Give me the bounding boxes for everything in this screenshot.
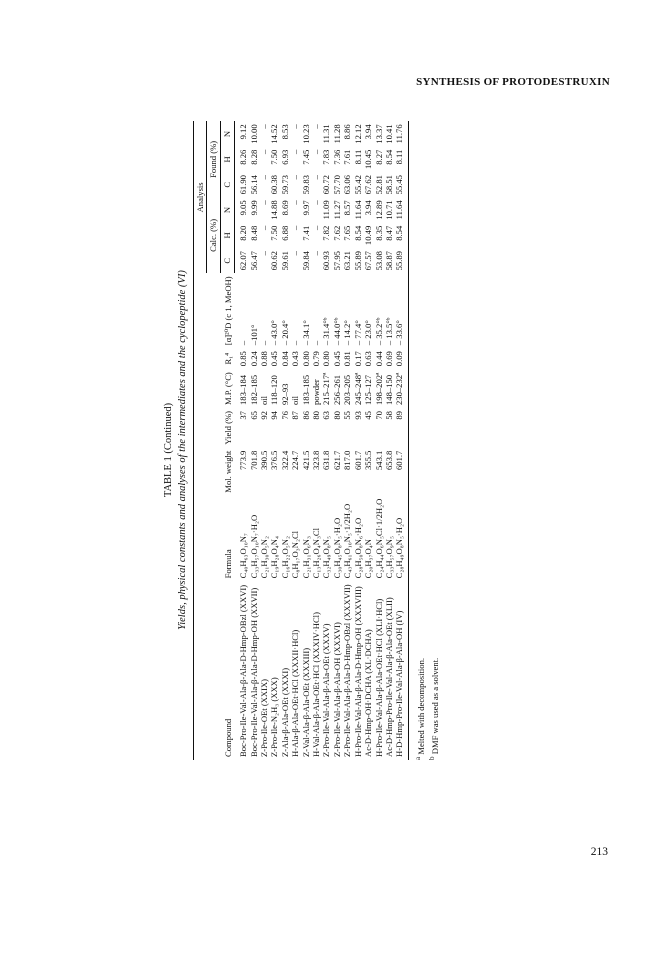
cell-alpha: – 23.0° <box>363 320 374 346</box>
cell-mp: 182–185 <box>248 374 259 406</box>
cell-compound: Z-Val-Ala-β-Ala-OEt (XXXIII) <box>300 647 311 757</box>
table-row <box>311 121 321 760</box>
cell-found-h: 7.61 <box>342 149 353 165</box>
cell-mp: 92–93 <box>279 383 290 406</box>
cell-found-h: – <box>290 149 301 154</box>
cell-formula: C₁₉H₂₈O₄N₄ <box>269 536 280 579</box>
cell-calc-c: 59.61 <box>279 251 290 271</box>
cell-calc-n: 8.69 <box>279 200 290 216</box>
cell-alpha: – <box>311 340 322 346</box>
cell-alpha: – 43.0° <box>269 320 280 346</box>
cell-compound: Ac-D-Hmp-OH·DCHA (XL·DCHA) <box>363 629 374 757</box>
cell-rf: 0.84 <box>279 351 290 367</box>
cell-calc-n: 9.99 <box>248 200 259 216</box>
cell-calc-c: 58.87 <box>383 251 394 271</box>
cell-compound: H-Val-Ala-β-Ala-OEt·HCl (XXXIV·HCl) <box>311 612 322 757</box>
cell-mol-weight: 631.8 <box>321 450 332 471</box>
col-calc: Calc. (%) <box>207 197 220 273</box>
cell-compound: H-Pro-Ile-Val-Ala-β-Ala-D-Hmp-OH (XXXVIII) <box>352 586 363 757</box>
table-row <box>353 121 363 760</box>
cell-mp: oil <box>290 395 301 406</box>
cell-formula: C₂₈H₄₉O₈N₅·H₂O <box>394 496 408 582</box>
cell-mol-weight: 390.5 <box>259 450 270 471</box>
cell-yield: 86 <box>300 411 311 420</box>
cell-found-c: 67.62 <box>363 175 374 195</box>
cell-calc-h: – <box>290 225 301 231</box>
footnote-a: $^a$ Melted with decomposition. <box>413 657 426 760</box>
cell-found-h: 8.11 <box>352 149 363 165</box>
col-rf: R₁⁴ <box>194 348 235 369</box>
cell-mp: 148–150 <box>383 374 394 406</box>
cell-found-h: 7.36 <box>331 149 342 165</box>
cell-calc-h: 8.48 <box>248 225 259 241</box>
cell-found-n: 12.12 <box>352 124 363 144</box>
cell-found-h: – <box>259 149 270 154</box>
cell-calc-h: 7.82 <box>321 225 332 241</box>
table-title: TABLE 1 (Continued) <box>163 402 174 498</box>
cell-calc-n: 9.05 <box>238 200 249 216</box>
cell-found-c: 60.72 <box>321 175 332 195</box>
table-row <box>374 121 384 760</box>
cell-rf: 0.69 <box>383 351 394 367</box>
table-row <box>332 121 342 760</box>
col-yield: Yield (%) <box>194 408 235 448</box>
cell-found-c: – <box>259 175 270 180</box>
cell-alpha: – 35.2°ᵇ <box>373 317 384 346</box>
cell-found-h: 6.93 <box>279 149 290 165</box>
cell-alpha: –101° <box>248 324 259 346</box>
cell-yield: 65 <box>248 411 259 420</box>
cell-alpha: – 31.4°ᵇ <box>321 317 332 346</box>
cell-calc-c: – <box>311 251 322 256</box>
cell-rf: 0.45 <box>331 351 342 367</box>
cell-calc-h: 10.49 <box>363 225 374 246</box>
cell-calc-h: 7.62 <box>331 225 342 241</box>
table-row <box>301 121 311 760</box>
cell-mp: 198–202ª <box>373 372 384 406</box>
cell-formula: C₄₀H₆₃O₁₀N₇ <box>237 533 248 579</box>
cell-yield: 80 <box>331 411 342 420</box>
col-mol-weight: Mol. weight <box>194 448 235 496</box>
cell-compound: Z-Pro-Ile-Val-Ala-β-Ala-OEt (XXXV) <box>321 623 332 757</box>
cell-found-n: – <box>311 124 322 129</box>
footnote-b: $^b$ DMF was used as a solvent. <box>427 657 440 760</box>
cell-mol-weight: 601.7 <box>352 450 363 471</box>
cell-calc-c: – <box>290 251 301 256</box>
cell-rf: 0.24 <box>248 351 259 367</box>
cell-alpha: – 13.5°ᵇ <box>383 317 394 346</box>
data-table <box>193 121 409 760</box>
cell-rf: 0.80 <box>321 351 332 367</box>
cell-mol-weight: 322.4 <box>279 450 290 471</box>
cell-found-n: 9.12 <box>238 124 249 140</box>
cell-compound: Boc-Pro-Ile-Val-Ala-β-Ala-D-Hmp-OBzl (XXVI) <box>237 584 248 757</box>
cell-yield: 70 <box>373 411 384 420</box>
cell-rf: 0.44 <box>373 351 384 367</box>
table-row <box>342 121 352 760</box>
cell-rf: 0.79 <box>311 351 322 367</box>
cell-rf: 0.80 <box>300 351 311 367</box>
table-row <box>249 121 259 760</box>
cell-calc-h: 7.65 <box>342 225 353 241</box>
table-row <box>290 121 300 760</box>
cell-calc-n: – <box>311 200 322 205</box>
cell-yield: 76 <box>279 411 290 420</box>
cell-formula: C₂₄H₄₄O₆N₅Cl·1/2H₂O <box>373 498 384 579</box>
running-head: SYNTHESIS OF PROTODESTRUXIN <box>416 76 610 88</box>
cell-compound: Z-Pro-Ile-Val-Ala-β-Ala-D-Hmp-OBzl (XXXVII) <box>342 584 353 757</box>
table-footnotes <box>413 140 441 760</box>
cell-calc-n: 14.88 <box>269 200 280 220</box>
table-row <box>235 121 249 760</box>
col-found-c: C <box>220 172 234 197</box>
table-subtitle: Yields, physical constants and analyses of the intermediates and the cyclopeptide (VI) <box>177 270 188 630</box>
cell-found-c: 55.42 <box>352 175 363 195</box>
cell-mol-weight: 701.8 <box>248 450 259 471</box>
cell-mol-weight: 621.7 <box>331 450 342 471</box>
cell-yield: 87 <box>290 411 301 420</box>
cell-found-h: 8.11 <box>394 147 408 172</box>
cell-found-h: 7.50 <box>269 149 280 165</box>
cell-mp: 183–185 <box>300 374 311 406</box>
cell-calc-n: – <box>259 200 270 205</box>
cell-alpha: – <box>237 340 248 346</box>
cell-compound: Z-Pro-Ile-OEt (XXIX) <box>259 678 270 757</box>
cell-rf: 0.85 <box>237 351 248 367</box>
cell-compound: H-Ala-β-Ala-OEt·HCl (XXXII·HCl) <box>290 629 301 757</box>
cell-mp: 203–205 <box>342 374 353 406</box>
cell-yield: 63 <box>321 411 332 420</box>
cell-calc-h: 8.54 <box>394 223 408 248</box>
cell-found-n: 11.31 <box>321 124 332 144</box>
cell-compound: H-Pro-Ile-Val-Ala-β-Ala-OEt·HCl (XLI·HCl) <box>373 598 384 757</box>
table-row <box>363 121 373 760</box>
cell-mol-weight: 421.5 <box>300 450 311 471</box>
cell-calc-h: 7.41 <box>300 225 311 241</box>
cell-found-n: – <box>290 124 301 129</box>
cell-yield: 94 <box>269 411 280 420</box>
cell-rf: 0.45 <box>269 351 280 367</box>
cell-alpha: – 34.1° <box>300 320 311 346</box>
cell-calc-h: 8.54 <box>352 225 363 241</box>
cell-found-h: 8.28 <box>248 149 259 165</box>
cell-yield: 92 <box>259 411 270 420</box>
cell-found-n: 14.52 <box>269 124 280 144</box>
cell-compound: Z-Ala-β-Ala-OEt (XXXI) <box>279 667 290 757</box>
cell-found-c: 56.14 <box>248 175 259 195</box>
cell-found-h: 8.26 <box>238 149 249 165</box>
cell-found-c: 57.70 <box>331 175 342 195</box>
cell-formula: C₂₁H₃₁O₆N₃ <box>300 536 311 579</box>
cell-compound: H-D-Hmp-Pro-Ile-Val-Ala-β-Ala-OH (IV) <box>394 581 408 760</box>
cell-calc-n: – <box>290 200 301 205</box>
cell-mp: 118–120 <box>269 375 280 406</box>
cell-rf: 0.81 <box>342 351 353 367</box>
cell-found-h: 7.45 <box>300 149 311 165</box>
cell-rf: 0.43 <box>290 351 301 367</box>
col-analysis: Analysis <box>194 121 207 273</box>
cell-yield: 80 <box>311 411 322 420</box>
cell-rf: 0.88 <box>259 351 270 367</box>
table-row <box>269 121 279 760</box>
cell-found-c: 63.06 <box>342 175 353 195</box>
table-row <box>280 121 290 760</box>
cell-mp: 125–127 <box>363 374 374 406</box>
cell-calc-n: 10.71 <box>383 200 394 220</box>
cell-found-n: 13.37 <box>373 124 384 144</box>
cell-found-c: 61.90 <box>238 175 249 195</box>
cell-alpha: – 33.6° <box>394 273 408 348</box>
cell-found-n: 10.23 <box>300 124 311 144</box>
cell-formula: C₁₆H₂₂O₅N₂ <box>279 536 290 579</box>
cell-yield: 45 <box>363 411 374 420</box>
cell-alpha: – 20.4° <box>279 320 290 346</box>
cell-mp: 215–217ª <box>321 372 332 406</box>
cell-found-c: 58.51 <box>383 175 394 195</box>
cell-mol-weight: 376.5 <box>269 450 280 471</box>
cell-calc-h: 6.88 <box>279 225 290 241</box>
cell-yield: 55 <box>342 411 353 420</box>
col-mp: M.P. (°C) <box>194 369 235 408</box>
col-formula: Formula <box>194 496 235 582</box>
table-row <box>384 121 394 760</box>
cell-formula: C₄₃H₆₁O₁₀N₅·1/2H₂O <box>342 503 353 579</box>
cell-found-h: 7.83 <box>321 149 332 165</box>
cell-found-n: 10.41 <box>383 124 394 144</box>
cell-mp: 183–184 <box>237 374 248 406</box>
cell-found-n: 11.28 <box>331 124 342 144</box>
cell-found-c: – <box>311 175 322 180</box>
cell-found-n: 8.53 <box>279 124 290 140</box>
cell-calc-n: 3.94 <box>363 200 374 216</box>
cell-alpha: – <box>290 340 301 346</box>
cell-mol-weight: 653.8 <box>383 450 394 471</box>
cell-calc-h: 8.35 <box>373 225 384 241</box>
cell-yield: 37 <box>237 411 248 420</box>
cell-calc-c: 63.21 <box>342 251 353 271</box>
col-alpha: [α]²⁰D (c 1, MeOH) <box>194 273 235 348</box>
cell-calc-c: 62.07 <box>238 251 249 271</box>
table-row <box>259 121 269 760</box>
cell-mol-weight: 543.1 <box>373 450 384 471</box>
cell-formula: C₈H₁₇O₃N₂Cl <box>290 530 301 579</box>
cell-mp: 256–261 <box>331 374 342 406</box>
cell-mp: 230–232ª <box>394 369 408 408</box>
table-row <box>394 121 408 760</box>
cell-formula: C₂₁H₃₀O₅N₂ <box>259 536 270 579</box>
cell-calc-c: 59.84 <box>300 251 311 271</box>
cell-compound: Ac-D-Hmp-Pro-Ile-Val-Ala-β-Ala-OEt (XLII) <box>383 597 394 757</box>
cell-found-c: 52.81 <box>373 175 384 195</box>
cell-rf: 0.63 <box>363 351 374 367</box>
cell-compound: Boc-Pro-Ile-Val-Ala-β-Ala-D-Hmp-OH (XXVII) <box>248 587 259 757</box>
cell-calc-c: 55.89 <box>352 251 363 271</box>
cell-alpha: – <box>259 340 270 346</box>
col-found: Found (%) <box>207 121 220 197</box>
cell-mol-weight: 355.5 <box>363 450 374 471</box>
cell-found-c: 55.45 <box>394 172 408 197</box>
cell-alpha: – 44.0°ᵇ <box>331 317 342 346</box>
cell-found-n: 3.94 <box>363 124 374 140</box>
cell-rf: 0.09 <box>394 348 408 369</box>
cell-calc-h: 7.50 <box>269 225 280 241</box>
cell-alpha: – 14.2° <box>342 320 353 346</box>
cell-found-h: – <box>311 149 322 154</box>
col-calc-c: C <box>220 248 234 273</box>
cell-found-c: 60.38 <box>269 175 280 195</box>
cell-formula: C₃₂H₄₉O₈N₅ <box>321 536 332 579</box>
cell-yield: 89 <box>394 408 408 448</box>
cell-calc-n: 12.89 <box>373 200 384 220</box>
rotated-table-block <box>162 124 522 760</box>
col-calc-n: N <box>220 197 234 222</box>
cell-calc-c: 60.62 <box>269 251 280 271</box>
cell-formula: C₃₃H₅₇O₁₀N₇·H₂O <box>248 514 259 579</box>
cell-calc-h: – <box>259 225 270 231</box>
cell-found-n: – <box>259 124 270 129</box>
cell-mol-weight: 323.8 <box>311 450 322 471</box>
cell-calc-h: 8.47 <box>383 225 394 241</box>
cell-calc-c: 60.93 <box>321 251 332 271</box>
cell-calc-c: 53.08 <box>373 251 384 271</box>
col-calc-h: H <box>220 223 234 248</box>
cell-formula: C₁₃H₂₆O₄N₃Cl <box>311 527 322 579</box>
cell-calc-c: – <box>259 251 270 256</box>
cell-calc-n: 8.57 <box>342 200 353 216</box>
cell-calc-n: 11.64 <box>394 197 408 222</box>
page-number: 213 <box>590 846 608 858</box>
table-row <box>321 121 331 760</box>
cell-mp: powder <box>311 379 322 406</box>
cell-calc-n: 9.97 <box>300 200 311 216</box>
cell-mp: oil <box>259 395 270 406</box>
cell-found-h: 10.45 <box>363 149 374 170</box>
cell-calc-c: 56.47 <box>248 251 259 271</box>
col-found-n: N <box>220 121 234 146</box>
cell-compound: Z-Pro-Ile-Val-Ala-β-Ala-OH (XXXVI) <box>331 622 342 757</box>
cell-rf: 0.17 <box>352 351 363 367</box>
cell-alpha: – 77.4° <box>352 320 363 346</box>
cell-mol-weight: 773.9 <box>237 450 248 471</box>
cell-mol-weight: 224.7 <box>290 450 301 471</box>
cell-mp: 245–248ª <box>352 372 363 406</box>
cell-calc-c: 57.95 <box>331 251 342 271</box>
col-compound: Compound <box>194 581 235 760</box>
cell-found-c: 59.83 <box>300 175 311 195</box>
cell-found-c: – <box>290 175 301 180</box>
cell-found-n: 11.76 <box>394 121 408 146</box>
cell-calc-c: 67.57 <box>363 251 374 271</box>
cell-mol-weight: 817.0 <box>342 450 353 471</box>
cell-calc-h: 8.20 <box>238 225 249 241</box>
cell-formula: C₃₃H₅₇O₉N₅ <box>383 536 394 579</box>
cell-found-n: 10.00 <box>248 124 259 144</box>
cell-calc-n: 11.64 <box>352 200 363 220</box>
cell-found-h: 8.54 <box>383 149 394 165</box>
cell-calc-c: 55.89 <box>394 248 408 273</box>
cell-calc-n: 11.09 <box>321 200 332 220</box>
col-found-h: H <box>220 147 234 172</box>
cell-formula: C₂₈H₅₀O₈N₆·H₂O <box>352 517 363 579</box>
cell-mol-weight: 601.7 <box>394 448 408 496</box>
cell-found-c: 59.73 <box>279 175 290 195</box>
cell-yield: 58 <box>383 411 394 420</box>
table-body <box>235 121 409 760</box>
table-caption <box>162 140 190 760</box>
cell-calc-n: 11.27 <box>331 200 342 220</box>
cell-found-n: 8.86 <box>342 124 353 140</box>
cell-yield: 93 <box>352 411 363 420</box>
cell-calc-h: – <box>311 225 322 231</box>
cell-found-h: 8.27 <box>373 149 384 165</box>
cell-formula: C₃₀H₄₅O₈N₅·H₂O <box>331 517 342 579</box>
cell-compound: Z-Pro-Ile-N₂H₃ (XXX) <box>269 677 280 757</box>
cell-formula: C₂₀H₃₇O₄N <box>363 539 374 579</box>
